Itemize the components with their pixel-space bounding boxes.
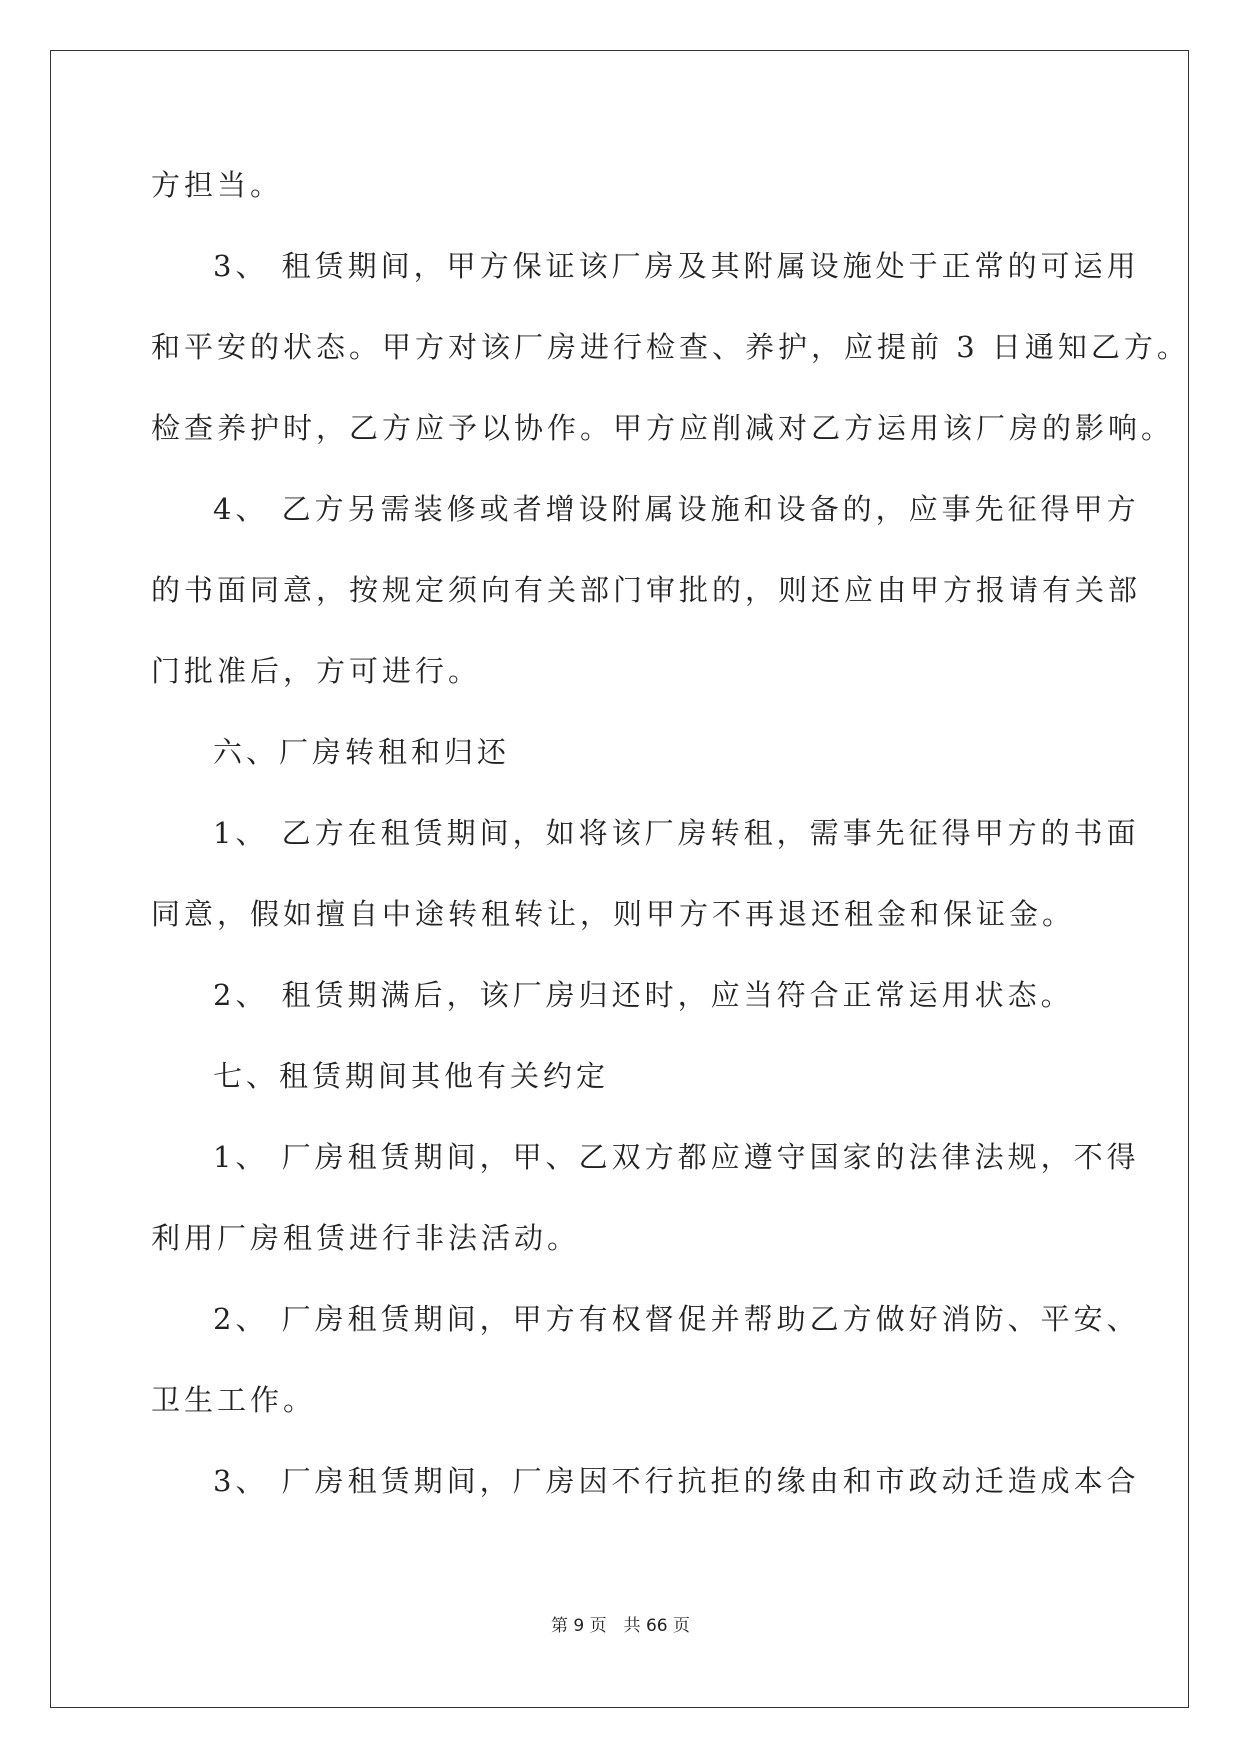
- text-line: 1、 厂房租赁期间，甲、乙双方都应遵守国家的法律法规，不得: [213, 1140, 1140, 1174]
- text-line: 2、 厂房租赁期间，甲方有权督促并帮助乙方做好消防、平安、: [213, 1302, 1140, 1336]
- text-line: 1、 乙方在租赁期间，如将该厂房转租，需事先征得甲方的书面: [213, 816, 1140, 850]
- text-line: 六、厂房转租和归还: [213, 735, 511, 769]
- text-line: 4、 乙方另需装修或者增设附属设施和设备的，应事先征得甲方: [213, 492, 1140, 526]
- document-body: [151, 145, 1190, 1522]
- page-number-footer: 第 9 页 共 66 页: [550, 1616, 691, 1636]
- text-line: 3、 厂房租赁期间，厂房因不行抗拒的缘由和市政动迁造成本合: [213, 1464, 1140, 1498]
- text-line: 门批准后，方可进行。: [151, 654, 482, 688]
- text-line: 七、租赁期间其他有关约定: [213, 1059, 610, 1093]
- text-line: 2、 租赁期满后，该厂房归还时，应当符合正常运用状态。: [213, 978, 1074, 1012]
- text-line: 和平安的状态。甲方对该厂房进行检查、养护，应提前 3 日通知乙方。: [151, 330, 1190, 364]
- text-line: 同意，假如擅自中途转租转让，则甲方不再退还租金和保证金。: [151, 897, 1076, 931]
- text-line: 的书面同意，按规定须向有关部门审批的，则还应由甲方报请有关部: [151, 573, 1142, 607]
- text-line: 卫生工作。: [151, 1383, 317, 1417]
- text-line: 检查养护时，乙方应予以协作。甲方应削减对乙方运用该厂房的影响。: [151, 411, 1175, 445]
- text-line: 利用厂房租赁进行非法活动。: [151, 1221, 581, 1255]
- text-line: 方担当。: [151, 168, 284, 202]
- text-line: 3、 租赁期间，甲方保证该厂房及其附属设施处于正常的可运用: [213, 249, 1140, 283]
